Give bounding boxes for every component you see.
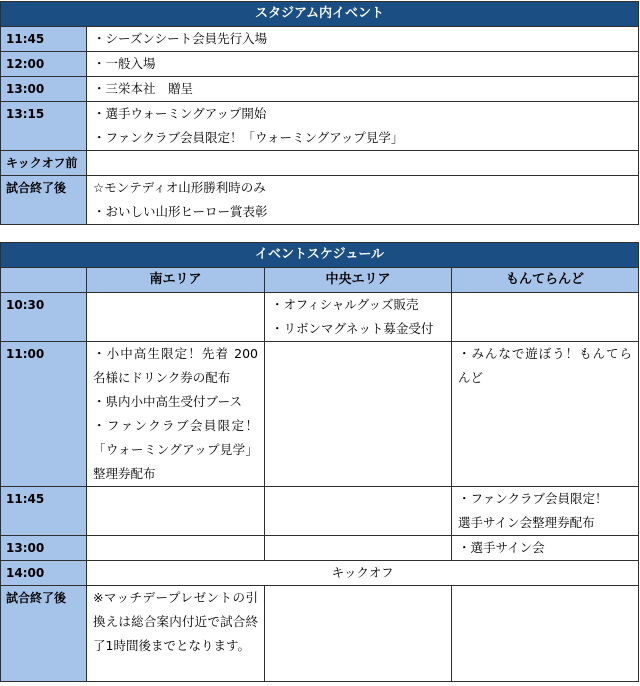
event-line: ・オフィシャルグッズ販売 [271, 297, 419, 312]
event-cell [87, 77, 639, 102]
header-central-area: 中央エリア [265, 268, 452, 293]
header-south-area: 南エリア [87, 268, 265, 293]
event-cell [87, 52, 639, 77]
event-line: 選手サイン会整理券配布 [458, 515, 595, 530]
event-line: ☆モンテディオ山形勝利時のみ [93, 180, 266, 195]
time-cell: 12:00 [1, 52, 87, 77]
time-cell: キックオフ前 [1, 151, 87, 176]
event-cell [87, 176, 639, 225]
time-cell: 10:30 [1, 293, 87, 342]
south-cell [87, 293, 265, 342]
event-line: ・おいしい山形ヒーロー賞表彰 [93, 204, 268, 219]
event-line: ※マッチデープレゼントの引換えは総合案内付近で試合終了1時間後までとなります。 [93, 590, 258, 653]
event-line: ・三栄本社 贈呈 [93, 81, 194, 96]
monte-cell [452, 342, 639, 487]
south-cell [87, 487, 265, 536]
monte-cell [452, 487, 639, 536]
time-cell: 13:00 [1, 536, 87, 561]
event-line: ・一般入場 [93, 56, 156, 71]
time-cell: 11:00 [1, 342, 87, 487]
south-cell [87, 342, 265, 487]
event-line: ・ファンクラブ会員限定！「ウォーミングアップ見学」 [93, 130, 404, 145]
time-cell: 試合終了後 [1, 586, 87, 682]
monte-cell [452, 293, 639, 342]
event-line: ・ファンクラブ会員限定！「ウォーミングアップ見学」整理券配布 [93, 418, 258, 481]
event-line: ・県内小中高生受付ブース [93, 394, 243, 409]
time-cell: 試合終了後 [1, 176, 87, 225]
event-line: ・選手サイン会 [458, 540, 545, 555]
time-cell: 14:00 [1, 561, 87, 586]
time-cell: 11:45 [1, 487, 87, 536]
event-cell [87, 102, 639, 151]
kickoff-cell: キックオフ [87, 561, 639, 586]
event-line: ・小中高生限定！先着 200名様にドリンク券の配布 [93, 346, 258, 385]
south-cell [87, 586, 265, 682]
central-cell [265, 536, 452, 561]
south-cell [87, 536, 265, 561]
schedule-title: イベントスケジュール [1, 243, 639, 268]
event-line: ・みんなで遊ぼう！もんてらんど [458, 346, 633, 385]
event-line: ・リボンマグネット募金受付 [271, 321, 434, 336]
stadium-events-table [0, 1, 639, 225]
central-cell [265, 293, 452, 342]
event-line: ・シーズンシート会員先行入場 [93, 31, 268, 46]
event-cell [87, 151, 639, 176]
header-monteland: もんてらんど [452, 268, 639, 293]
time-cell: 13:15 [1, 102, 87, 151]
event-line: ・選手ウォーミングアップ開始 [93, 106, 267, 121]
monte-cell [452, 536, 639, 561]
central-cell [265, 586, 452, 682]
event-schedule-table [0, 242, 639, 682]
monte-cell [452, 586, 639, 682]
time-cell: 13:00 [1, 77, 87, 102]
time-cell: 11:45 [1, 27, 87, 52]
header-blank [1, 268, 87, 293]
event-cell [87, 27, 639, 52]
central-cell [265, 342, 452, 487]
stadium-events-title: スタジアム内イベント [1, 2, 639, 27]
central-cell [265, 487, 452, 536]
event-line: ・ファンクラブ会員限定！ [458, 491, 608, 506]
